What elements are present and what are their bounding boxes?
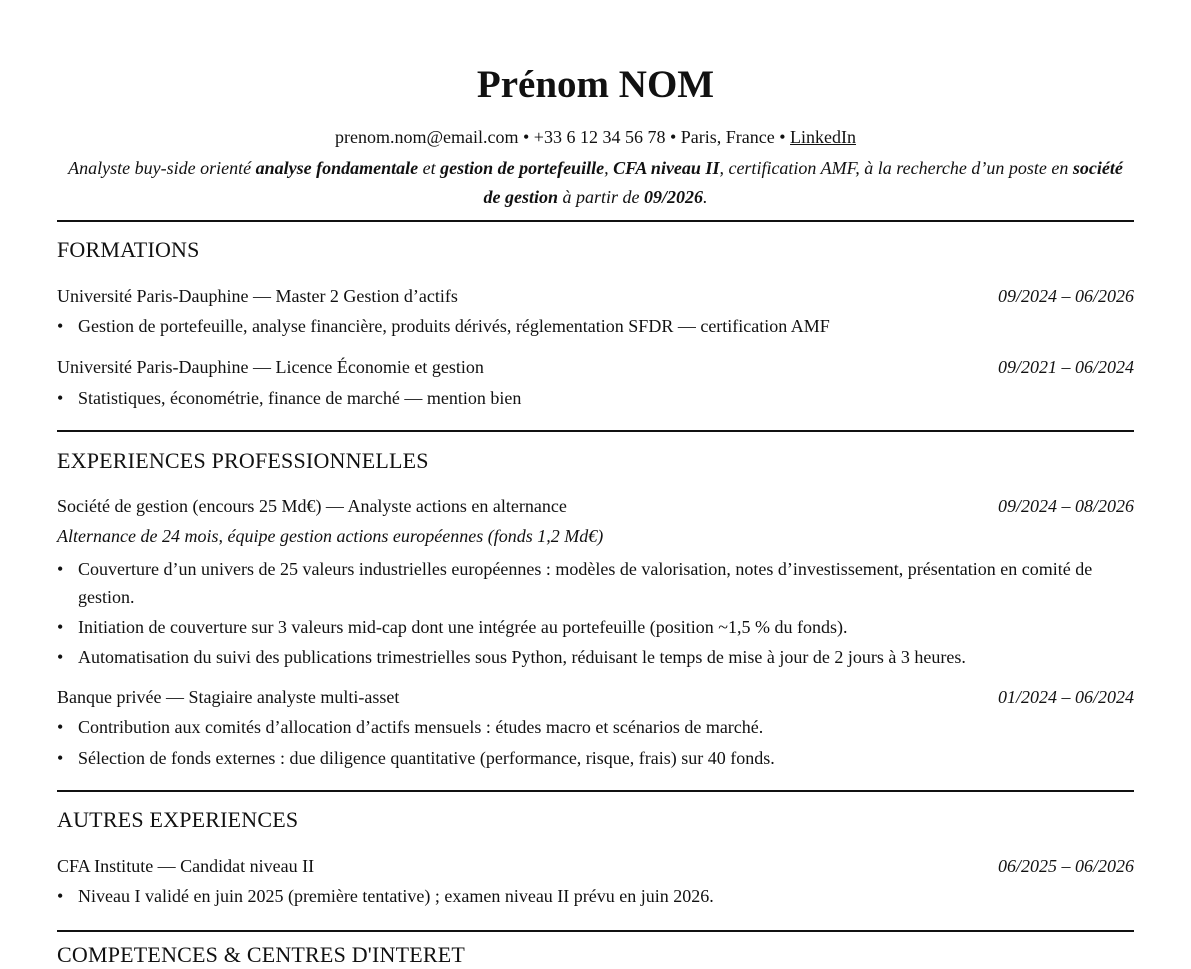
entry-dates: 09/2024 – 08/2026 [997,496,1134,516]
entry-dates: 01/2024 – 06/2024 [997,687,1134,707]
entry-subtitle: Alternance de 24 mois, équipe gestion actions européennes (fonds 1,2 Md€) [57,526,604,546]
section-title-formations: FORMATIONS [57,237,200,262]
list-item: • Couverture d’un univers de 25 valeurs industrielles européennes : modèles de valorisation, notes d’investissement, présentation en comité de gestion. [57,555,1117,611]
section-title-competences: COMPETENCES & CENTRES D'INTERET [57,942,466,967]
summary-highlight: analyse fondamentale [255,158,419,178]
summary-text: à partir de [557,187,644,207]
list-item: • Contribution aux comités d’allocation d’actifs mensuels : études macro et scénarios de marché. [57,713,1117,741]
list-item: • Niveau I validé en juin 2025 (première tentative) ; examen niveau II prévu en juin 2026. [57,882,1117,910]
section-divider [57,220,1134,222]
entry-title: Université Paris-Dauphine — Master 2 Gestion d’actifs [57,286,458,306]
contact-line [57,125,1134,149]
summary-text: Analyste buy-side orienté [68,158,256,178]
section-divider [57,430,1134,432]
section-title-experiences: EXPERIENCES PROFESSIONNELLES [57,448,429,473]
list-item: • Initiation de couverture sur 3 valeurs mid-cap dont une intégrée au portefeuille (position ~1,5 % du fonds). [57,613,1117,641]
summary-highlight: gestion de portefeuille [440,158,605,178]
linkedin-link[interactable]: LinkedIn [790,127,857,147]
list-item: • Sélection de fonds externes : due diligence quantitative (performance, risque, frais) sur 40 fonds. [57,744,1117,772]
entry-dates: 09/2024 – 06/2026 [997,286,1134,306]
contact-details: prenom.nom@email.com • +33 6 12 34 56 78 • Paris, France • [334,127,791,147]
section-divider [57,790,1134,792]
entry-dates: 06/2025 – 06/2026 [997,856,1134,876]
section-title-autres: AUTRES EXPERIENCES [57,807,299,832]
summary-text: , [604,158,614,178]
candidate-name: Prénom NOM [476,63,715,106]
summary-highlight: 09/2026 [644,187,704,207]
entry-title: Banque privée — Stagiaire analyste multi-asset [57,687,400,707]
summary-highlight: CFA niveau II [613,158,720,178]
summary-text: . [703,187,708,207]
list-item: • Statistiques, économétrie, finance de marché — mention bien [57,384,1117,412]
entry-title: Université Paris-Dauphine — Licence Économie et gestion [57,357,484,377]
list-item: • Automatisation du suivi des publications trimestrielles sous Python, réduisant le temps de mise à jour de 2 jours à 3 heures. [57,643,1117,671]
list-item: • Gestion de portefeuille, analyse financière, produits dérivés, réglementation SFDR — certification AMF [57,312,1117,340]
entry-title: CFA Institute — Candidat niveau II [57,856,315,876]
summary-text: et [418,158,441,178]
summary-highlight: société de gestion [483,158,1123,207]
entry-title: Société de gestion (encours 25 Md€) — Analyste actions en alternance [57,496,567,516]
profile-summary [67,154,1124,212]
section-divider [57,930,1134,932]
entry-dates: 09/2021 – 06/2024 [997,357,1134,377]
summary-text: , certification AMF, à la recherche d’un poste en [719,158,1073,178]
